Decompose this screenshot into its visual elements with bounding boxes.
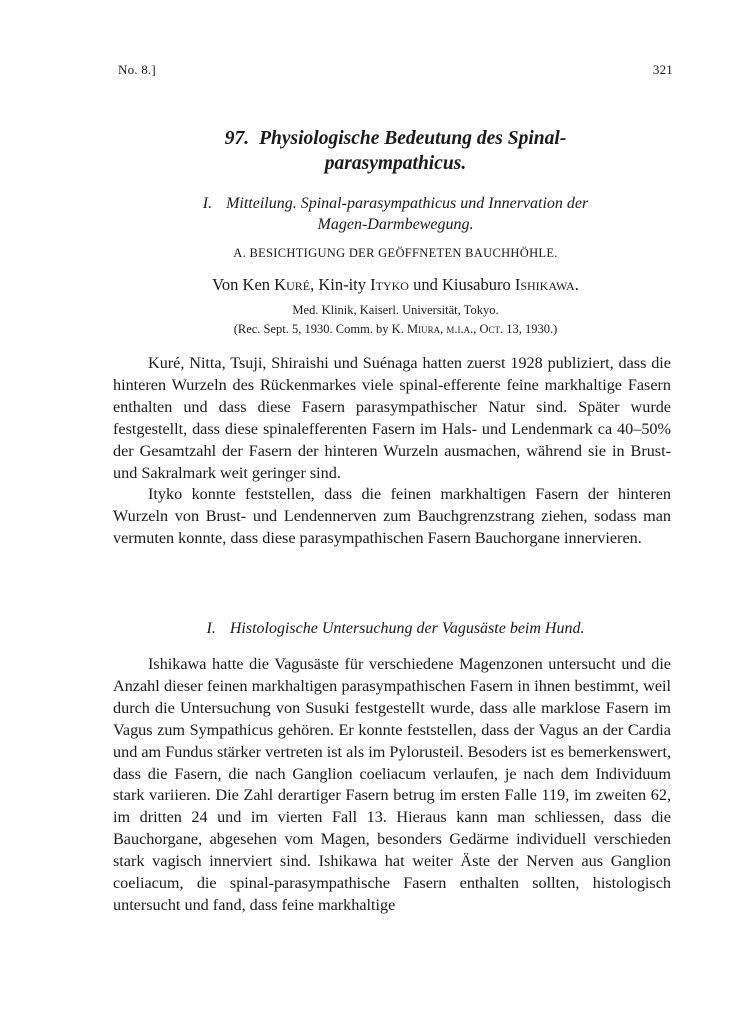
subtitle-line-1 bbox=[118, 193, 673, 214]
paragraph: Ishikawa hatte die Vagusäste für verschiedene Magenzonen untersucht und die Anzahl dieser feinen markhaltigen parasympathischen Fasern in ihnen bestimmt, weil durch die Untersuchung von Susuki festgestellt wurde, dass alle marklose Fasern im Vagus zum Sympathicus gehören. Er konnte feststellen, dass der Vagus an der Cardia und am Fundus stärker vertreten ist als im Pylorusteil. Besoders ist es bemerkenswert, dass die Fasern, die nach Ganglion coeliacum verlaufen, je nach dem Individuum stark variieren. Die Zahl derartiger Fasern betrug im ersten Falle 119, im zweiten 62, im dritten 24 und im vierten Fall 13. Hieraus kann man schliessen, dass die Bauchorgane, abgesehen vom Magen, besonders Gedärme individuell verschieden stark vagisch innerviert sind. Ishikawa hat weiter Äste der Nerven aus Ganglion coeliacum, die spinal-parasympathische Fasern enthalten sollten, histologisch untersucht und fand, dass feine markhaltige bbox=[113, 655, 671, 914]
section-a-heading: A. BESICHTIGUNG DER GEÖFFNETEN BAUCHHÖHLE. bbox=[233, 246, 558, 260]
authors-suffix: . bbox=[574, 275, 579, 294]
part-roman: I. bbox=[202, 195, 213, 212]
title-line-1 bbox=[118, 126, 673, 151]
author-line bbox=[118, 275, 673, 295]
issue-number: No. 8.] bbox=[118, 62, 156, 77]
subtitle-text-1: Mitteilung. Spinal-parasympathicus und Innervation der bbox=[226, 195, 589, 212]
authors-mid-1: , Kin-ity bbox=[310, 275, 371, 294]
title-text-1: Physiologische Bedeutung des Spinal- bbox=[259, 128, 567, 149]
author-ityko: Ityko bbox=[370, 275, 409, 294]
article-subtitle bbox=[118, 193, 673, 235]
paragraph: Kuré, Nitta, Tsuji, Shiraishi und Suénaga hatten zuerst 1928 publiziert, dass die hinteren Wurzeln des Rückenmarkes viele spinal-efferente feine markhaltige Fasern enthalten und dass diese Fasern parasympathischer Natur sind. Später wurde festgestellt, dass diese spinalefferenten Fasern im Hals- und Lendenmark ca 40–50% der Gesamtzahl der Fasern der hinteren Wurzeln ausmachen, während sie in Brust- und Sakralmark weit geringer sind. bbox=[113, 354, 671, 482]
received-suffix: , m.i.a., Oct. 13, 1930.) bbox=[440, 322, 558, 336]
section-1-body bbox=[113, 654, 671, 917]
subtitle-line-2: Magen-Darmbewegung. bbox=[317, 216, 474, 233]
affiliation: Med. Klinik, Kaiserl. Universität, Tokyo. bbox=[292, 303, 499, 317]
article-title bbox=[118, 126, 673, 176]
received-prefix: (Rec. Sept. 5, 1930. Comm. by K. bbox=[233, 322, 407, 336]
article-number: 97. bbox=[224, 128, 250, 149]
page-number: 321 bbox=[652, 62, 673, 77]
authors-mid-2: und Kiusaburo bbox=[408, 275, 515, 294]
section-1-title: Histologische Untersuchung der Vagusäste beim Hund. bbox=[229, 620, 585, 637]
received-line bbox=[118, 322, 673, 337]
communicator: Miura bbox=[406, 322, 441, 336]
section-1-roman: I. bbox=[206, 620, 216, 637]
intro-body bbox=[113, 353, 671, 550]
authors-prefix: Von Ken bbox=[212, 275, 275, 294]
section-1-heading bbox=[118, 620, 673, 638]
title-line-2: parasympathicus. bbox=[324, 153, 467, 174]
author-ishikawa: Ishikawa bbox=[514, 275, 575, 294]
paragraph: Ityko konnte feststellen, dass die feinen markhaltigen Fasern der hinteren Wurzeln von Brust- und Lendennerven zum Bauchgrenzstrang ziehen, sodass man vermuten konnte, dass diese parasympathischen Fasern Bauchorgane innervieren. bbox=[113, 485, 671, 548]
author-kure: Kuré bbox=[274, 275, 311, 294]
